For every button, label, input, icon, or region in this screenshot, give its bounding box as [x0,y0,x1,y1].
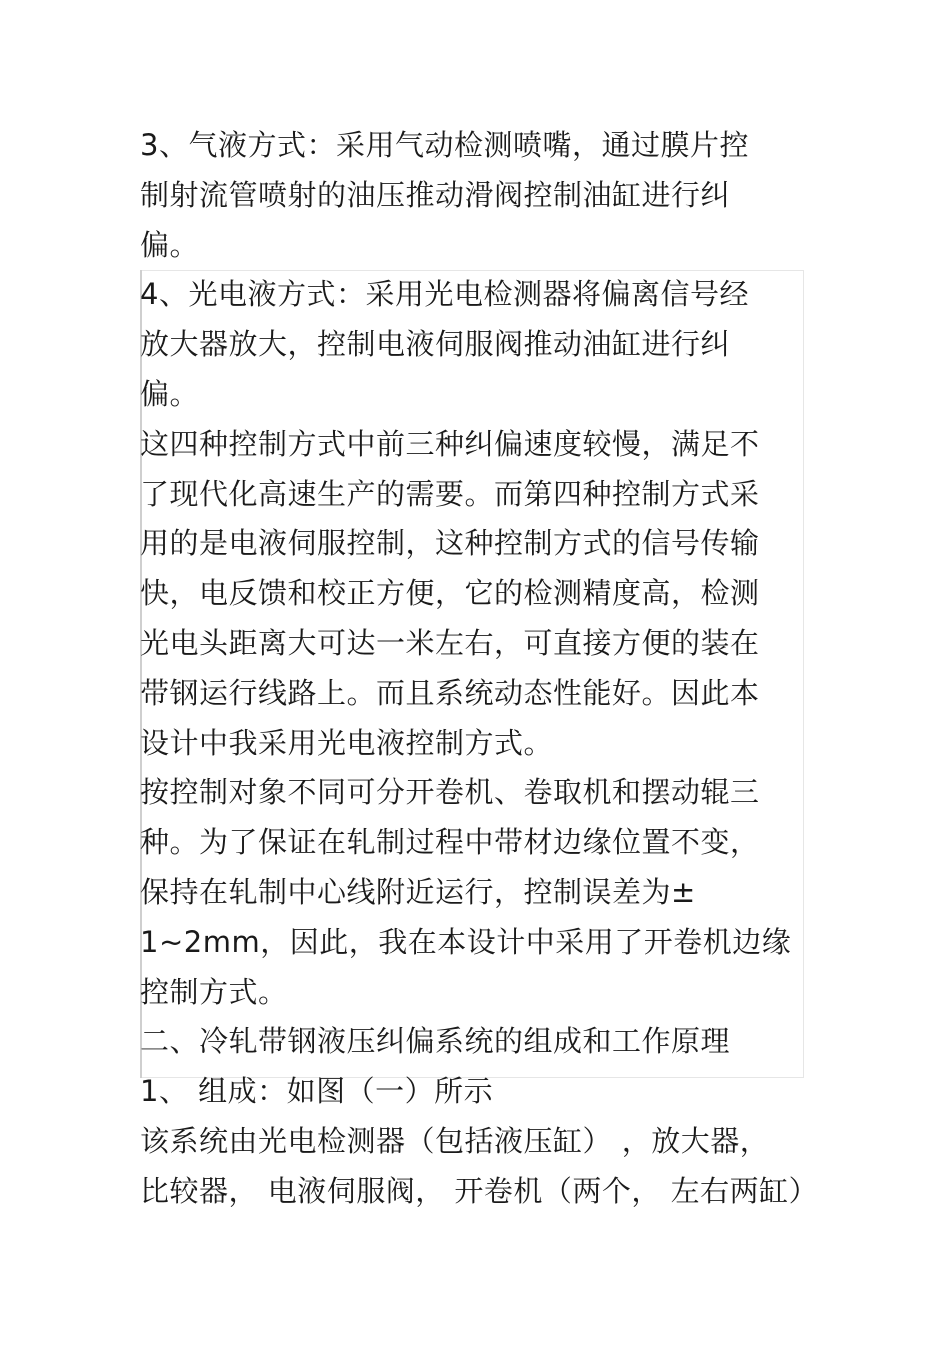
text-line: 1~2mm，因此，我在本设计中采用了开卷机边缘 [140,924,792,959]
text-line: 保持在轧制中心线附近运行，控制误差为± [140,874,696,909]
text-line: 设计中我采用光电液控制方式。 [140,725,554,760]
document-body [140,121,820,1217]
text-line: 3、气液方式：采用气动检测喷嘴，通过膜片控 [140,128,749,162]
text-line: 用的是电液伺服控制，这种控制方式的信号传输 [140,526,760,561]
text-line: 放大器放大，控制电液伺服阀推动油缸进行纠 [140,327,731,362]
text-line: 带钢运行线路上。而且系统动态性能好。因此本 [140,675,760,710]
text-line: 偏。 [140,376,200,411]
text-line: 光电头距离大可达一米左右，可直接方便的装在 [140,625,760,660]
text-line: 比较器， 电液伺服阀， 开卷机（两个， 左右两缸） [140,1173,819,1208]
section-heading: 二、冷轧带钢液压纠偏系统的组成和工作原理 [140,1024,731,1059]
text-line: 该系统由光电检测器（包括液压缸） ，放大器， [140,1123,770,1158]
text-line: 快，电反馈和校正方便，它的检测精度高，检测 [140,576,760,611]
text-line: 种。为了保证在轧制过程中带材边缘位置不变， [140,825,760,860]
text-line: 4、光电液方式：采用光电检测器将偏离信号经 [140,277,749,312]
text-line: 1、 组成：如图（一）所示 [140,1074,494,1109]
text-line: 这四种控制方式中前三种纠偏速度较慢，满足不 [140,426,760,461]
text-line: 了现代化高速生产的需要。而第四种控制方式采 [140,476,760,511]
text-line: 控制方式。 [140,974,288,1009]
text-line: 按控制对象不同可分开卷机、卷取机和摆动辊三 [140,775,760,810]
text-line: 偏。 [140,227,200,262]
text-line: 制射流管喷射的油压推动滑阀控制油缸进行纠 [140,177,731,212]
